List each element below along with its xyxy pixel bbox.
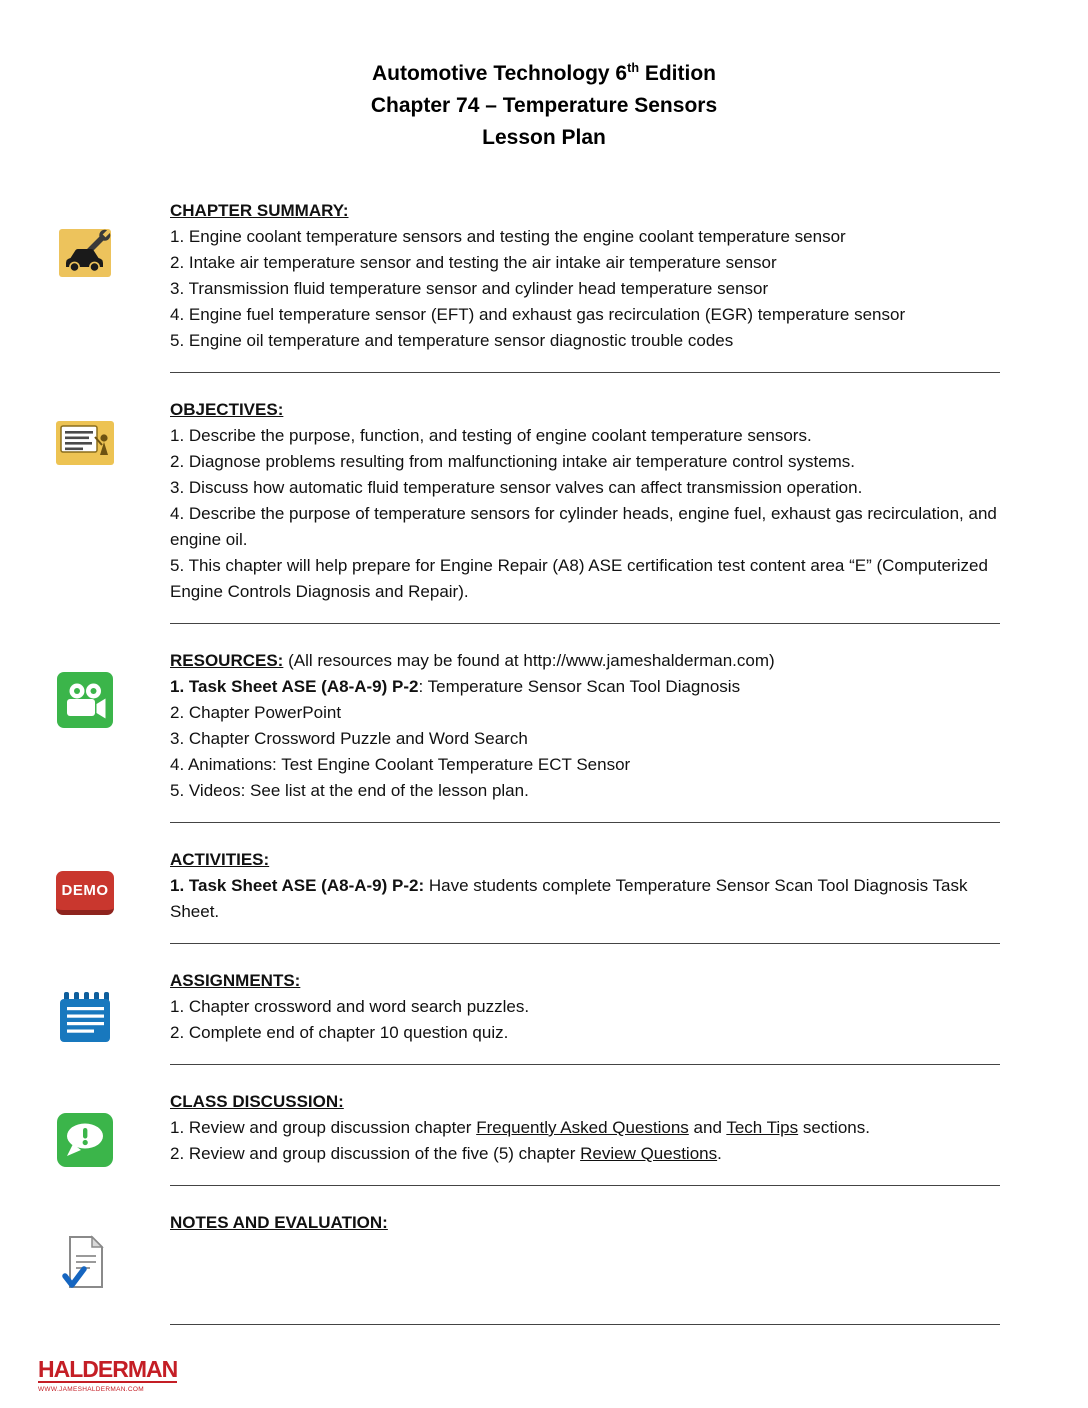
section-items [170, 224, 1000, 354]
section-activities [0, 847, 1088, 925]
list-item [170, 501, 1000, 553]
section-items [170, 873, 1000, 925]
section-content [170, 1210, 1088, 1306]
list-item [170, 475, 1000, 501]
list-item [170, 752, 1000, 778]
text-run: 5. This chapter will help prepare for Engine Repair (A8) ASE certification test content area “E” (Computerized Engine Controls Diagnosis and Repair). [170, 556, 988, 601]
text-run: sections. [798, 1118, 870, 1137]
text-run: 2. Diagnose problems resulting from malfunctioning intake air temperature control systems. [170, 452, 856, 471]
section-objectives [0, 397, 1088, 605]
list-item [170, 224, 1000, 250]
text-run: 1. Describe the purpose, function, and testing of engine coolant temperature sensors. [170, 426, 812, 445]
text-run: 1. Chapter crossword and word search puzzles. [170, 997, 530, 1016]
text-run: 1. Task Sheet ASE (A8-A-9) P-2: [170, 876, 425, 895]
list-item [170, 328, 1000, 354]
text-run: 2. Intake air temperature sensor and testing the air intake air temperature sensor [170, 253, 777, 272]
text-run: 4. Describe the purpose of temperature sensors for cylinder heads, engine fuel, exhaust gas recirculation, and engine oil. [170, 504, 997, 549]
section-divider [170, 623, 1000, 624]
text-run: : Temperature Sensor Scan Tool Diagnosis [418, 677, 741, 696]
section-items [170, 423, 1000, 605]
section-class-discussion [0, 1089, 1088, 1167]
text-run: 4. Animations: Test Engine Coolant Temperature ECT Sensor [170, 755, 631, 774]
text-run: Frequently Asked Questions [476, 1118, 689, 1137]
section-items [170, 674, 1000, 804]
section-divider [170, 822, 1000, 823]
list-item [170, 423, 1000, 449]
section-divider [170, 943, 1000, 944]
section-heading: OBJECTIVES: [170, 400, 284, 419]
checked-document-icon [0, 1210, 170, 1306]
footer [38, 1357, 177, 1394]
list-item [170, 994, 1000, 1020]
text-run: 2. Complete end of chapter 10 question quiz. [170, 1023, 509, 1042]
halderman-logo-url: WWW.JAMESHALDERMAN.COM [38, 1386, 144, 1393]
text-run: and [688, 1118, 727, 1137]
section-heading: NOTES AND EVALUATION: [170, 1213, 388, 1232]
list-item [170, 1020, 1000, 1046]
whiteboard-presentation-icon [0, 397, 170, 605]
list-item [170, 449, 1000, 475]
section-divider [170, 1185, 1000, 1186]
text-run: 2. Chapter PowerPoint [170, 703, 342, 722]
text-run: Tech Tips [726, 1118, 799, 1137]
title-line-1: Automotive Technology 6th Edition [371, 61, 717, 85]
demo-stamp-label: DEMO [61, 881, 109, 899]
notepad-icon [0, 968, 170, 1046]
title-line-2: Chapter 74 – Temperature Sensors [370, 94, 718, 117]
section-content [170, 847, 1088, 925]
section-content [170, 648, 1088, 804]
discussion-bubble-icon [0, 1089, 170, 1167]
list-item [170, 674, 1000, 700]
list-item [170, 873, 1000, 925]
list-item [170, 250, 1000, 276]
section-content [170, 968, 1088, 1046]
heading-note: (All resources may be found at http://www.jameshalderman.com) [283, 651, 775, 670]
superscript-th: th [627, 61, 640, 75]
text-run: 1. Task Sheet ASE (A8-A-9) P-2 [170, 677, 419, 696]
section-divider [170, 1064, 1000, 1065]
text-run: Have students complete Temperature Sensor Scan Tool Diagnosis Task Sheet. [170, 876, 968, 921]
list-item [170, 553, 1000, 605]
text-run: 1. Review and group discussion chapter [170, 1118, 477, 1137]
section-heading: CHAPTER SUMMARY: [170, 201, 349, 220]
list-item [170, 700, 1000, 726]
list-item [170, 1115, 1000, 1141]
list-item [170, 778, 1000, 804]
section-items [170, 994, 1000, 1046]
text-run: 3. Chapter Crossword Puzzle and Word Search [170, 729, 528, 748]
section-heading: CLASS DISCUSSION: [170, 1092, 344, 1111]
text-run: 3. Transmission fluid temperature sensor and cylinder head temperature sensor [170, 279, 769, 298]
list-item [170, 302, 1000, 328]
text-run: 2. Review and group discussion of the five (5) chapter [170, 1144, 581, 1163]
section-items [170, 1115, 1000, 1167]
notes-blank-space [170, 1236, 1000, 1306]
text-run: 1. Engine coolant temperature sensors and testing the engine coolant temperature sensor [170, 227, 846, 246]
section-assignments [0, 968, 1088, 1046]
section-chapter-summary [0, 198, 1088, 354]
section-divider [170, 372, 1000, 373]
halderman-logo: HALDERMAN [38, 1356, 178, 1382]
text-run: 4. Engine fuel temperature sensor (EFT) and exhaust gas recirculation (EGR) temperature sensor [170, 305, 906, 324]
list-item [170, 276, 1000, 302]
section-notes-evaluation [0, 1210, 1088, 1306]
text-run: 5. Engine oil temperature and temperature sensor diagnostic trouble codes [170, 331, 734, 350]
title-line-3: Lesson Plan [482, 126, 606, 149]
text-run: 5. Videos: See list at the end of the lesson plan. [170, 781, 529, 800]
list-item [170, 726, 1000, 752]
section-heading: ASSIGNMENTS: [170, 971, 301, 990]
section-content [170, 198, 1088, 354]
section-divider [170, 1324, 1000, 1325]
car-repair-icon [0, 198, 170, 354]
text-run: . [717, 1144, 722, 1163]
section-resources [0, 648, 1088, 804]
section-heading: ACTIVITIES: [170, 850, 270, 869]
document-title [0, 0, 1088, 154]
demo-stamp-icon [0, 847, 170, 925]
text-run: Review Questions [580, 1144, 718, 1163]
text-run: 3. Discuss how automatic fluid temperature sensor valves can affect transmission operation. [170, 478, 863, 497]
section-content [170, 397, 1088, 605]
section-content [170, 1089, 1088, 1167]
video-camera-icon [0, 648, 170, 804]
section-heading: RESOURCES: (All resources may be found at http://www.jameshalderman.com) [170, 651, 775, 670]
list-item [170, 1141, 1000, 1167]
